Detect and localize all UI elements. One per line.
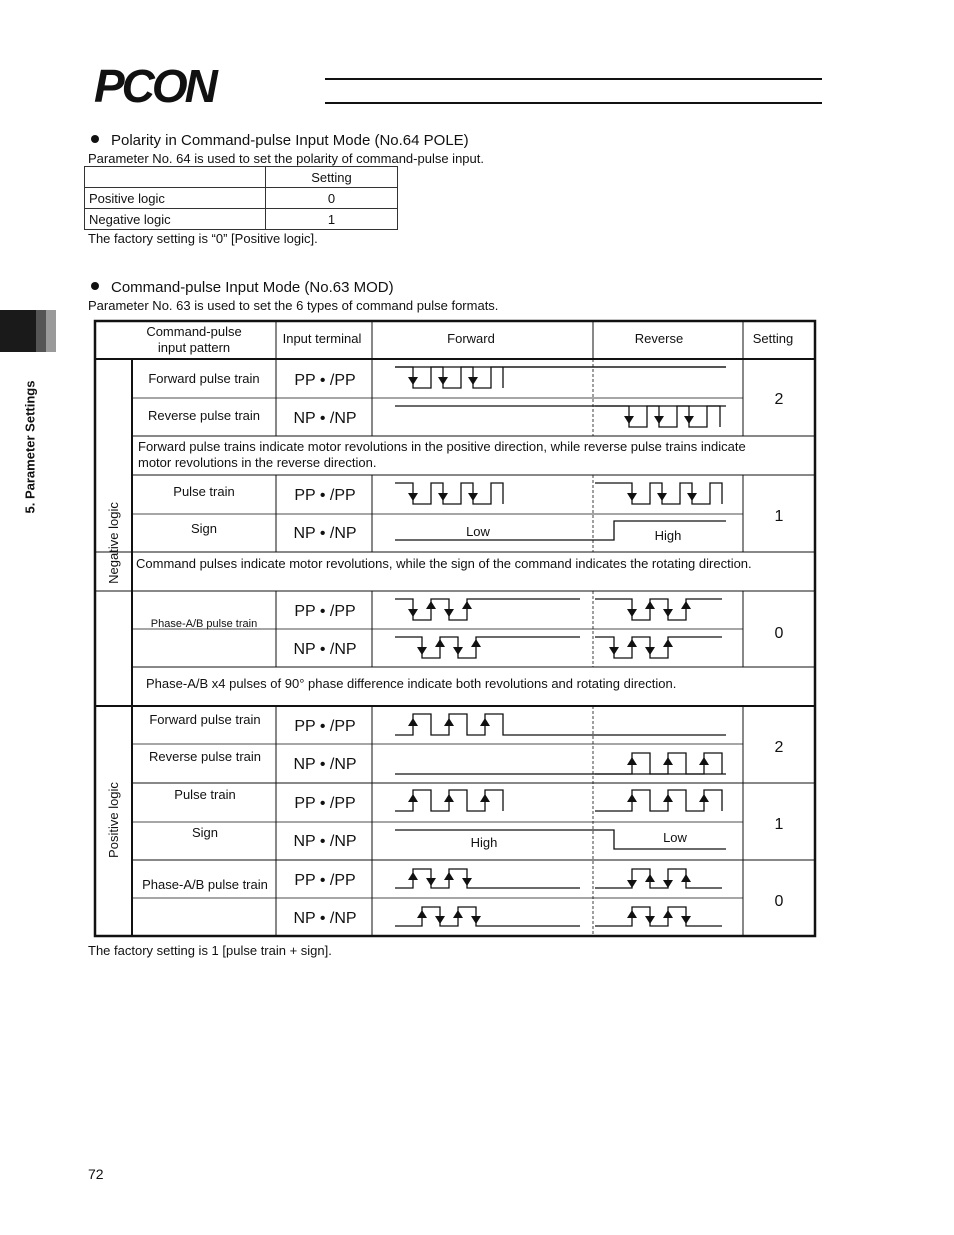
waveform-neg-ab-pp-f xyxy=(395,599,580,620)
waveform-pos-ab-np-r xyxy=(595,907,722,926)
positive-sign: Sign xyxy=(191,825,219,840)
polarity-description: Parameter No. 64 is used to set the polarity of command-pulse input. xyxy=(88,151,484,166)
group-negative-logic: Negative logic xyxy=(106,502,121,584)
setting-pos-ps: 1 xyxy=(774,816,784,833)
terminal-np: NP • /NP xyxy=(293,833,357,850)
terminal-np: NP • /NP xyxy=(293,756,357,773)
section-label: 5. Parameter Settings xyxy=(22,380,38,514)
terminal-pp: PP • /PP xyxy=(294,603,356,620)
arrow-down-icon xyxy=(408,377,478,385)
negative-note-1b: motor revolutions in the reverse direction. xyxy=(138,455,377,470)
terminal-np: NP • /NP xyxy=(293,525,357,542)
logo-text: PCON xyxy=(94,62,215,108)
arrow-down-icon xyxy=(408,493,697,501)
sign-high: High xyxy=(654,528,682,543)
waveform-pos-fwd-pp xyxy=(395,714,726,735)
negative-note-3: Phase-A/B x4 pulses of 90° phase difference indicate both revolutions and rotating direction. xyxy=(146,676,677,691)
header-terminal: Input terminal xyxy=(282,331,362,346)
arrow-up-icon xyxy=(408,794,709,802)
header-pattern: Command-pulse xyxy=(146,324,242,339)
negative-phase: Phase-A/B pulse train xyxy=(150,618,258,630)
mode-heading: Command-pulse Input Mode (No.63 MOD) xyxy=(88,279,394,296)
terminal-pp: PP • /PP xyxy=(294,872,356,889)
positive-fwd-pulse: Forward pulse train xyxy=(149,712,261,727)
arrow-icon xyxy=(627,874,691,924)
waveform-pos-ab-pp-f xyxy=(395,869,580,888)
mode-description: Parameter No. 63 is used to set the 6 types of command pulse formats. xyxy=(88,298,499,313)
arrow-up-icon xyxy=(408,718,709,765)
positive-pulse-train: Pulse train xyxy=(174,787,236,802)
page-number: 72 xyxy=(88,1166,104,1182)
group-positive-logic: Positive logic xyxy=(106,782,121,858)
terminal-pp: PP • /PP xyxy=(294,487,356,504)
header-setting: Setting xyxy=(752,331,794,346)
terminal-np: NP • /NP xyxy=(293,910,357,927)
negative-note-2: Command pulses indicate motor revolutions, while the sign of the command indicates the rotating direction. xyxy=(136,556,752,571)
polarity-heading: Polarity in Command-pulse Input Mode (No.64 POLE) xyxy=(88,132,469,149)
sign-low: Low xyxy=(466,524,490,539)
terminal-pp: PP • /PP xyxy=(294,795,356,812)
terminal-np: NP • /NP xyxy=(293,410,357,427)
header-pattern-2: input pattern xyxy=(157,340,231,355)
polarity-factory-note: The factory setting is “0” [Positive logic]. xyxy=(88,231,318,246)
negative-note-1: Forward pulse trains indicate motor revolutions in the positive direction, while reverse pulse trains indicate xyxy=(138,439,746,454)
waveform-neg-ab-pp-r xyxy=(595,599,722,620)
header-reverse: Reverse xyxy=(634,331,684,346)
header-forward: Forward xyxy=(447,331,495,346)
negative-sign: Sign xyxy=(190,521,218,536)
setting-pos-ab: 0 xyxy=(774,893,784,910)
terminal-pp: PP • /PP xyxy=(294,372,356,389)
arrow-down-icon xyxy=(624,416,694,424)
sign-high: High xyxy=(470,835,498,850)
table-row: Negative logic 1 xyxy=(85,209,398,230)
setting-neg-ab: 0 xyxy=(774,625,784,642)
setting-neg-fr: 2 xyxy=(774,391,784,408)
table-row: Positive logic 0 xyxy=(85,188,398,209)
sign-low: Low xyxy=(663,830,687,845)
setting-pos-fr: 2 xyxy=(774,739,784,756)
polarity-col-header: Setting xyxy=(266,167,398,188)
negative-fwd-pulse: Forward pulse train xyxy=(148,371,260,386)
setting-neg-ps: 1 xyxy=(774,508,784,525)
terminal-pp: PP • /PP xyxy=(294,718,356,735)
positive-phase: Phase-A/B pulse train xyxy=(142,877,268,892)
negative-rev-pulse: Reverse pulse train xyxy=(148,408,260,423)
waveform-pos-ab-pp-r xyxy=(595,869,722,888)
terminal-np: NP • /NP xyxy=(293,641,357,658)
mode-factory-note: The factory setting is 1 [pulse train + sign]. xyxy=(88,943,332,958)
arrow-icon xyxy=(408,601,481,655)
positive-rev-pulse: Reverse pulse train xyxy=(149,749,261,764)
negative-pulse-train: Pulse train xyxy=(173,484,235,499)
